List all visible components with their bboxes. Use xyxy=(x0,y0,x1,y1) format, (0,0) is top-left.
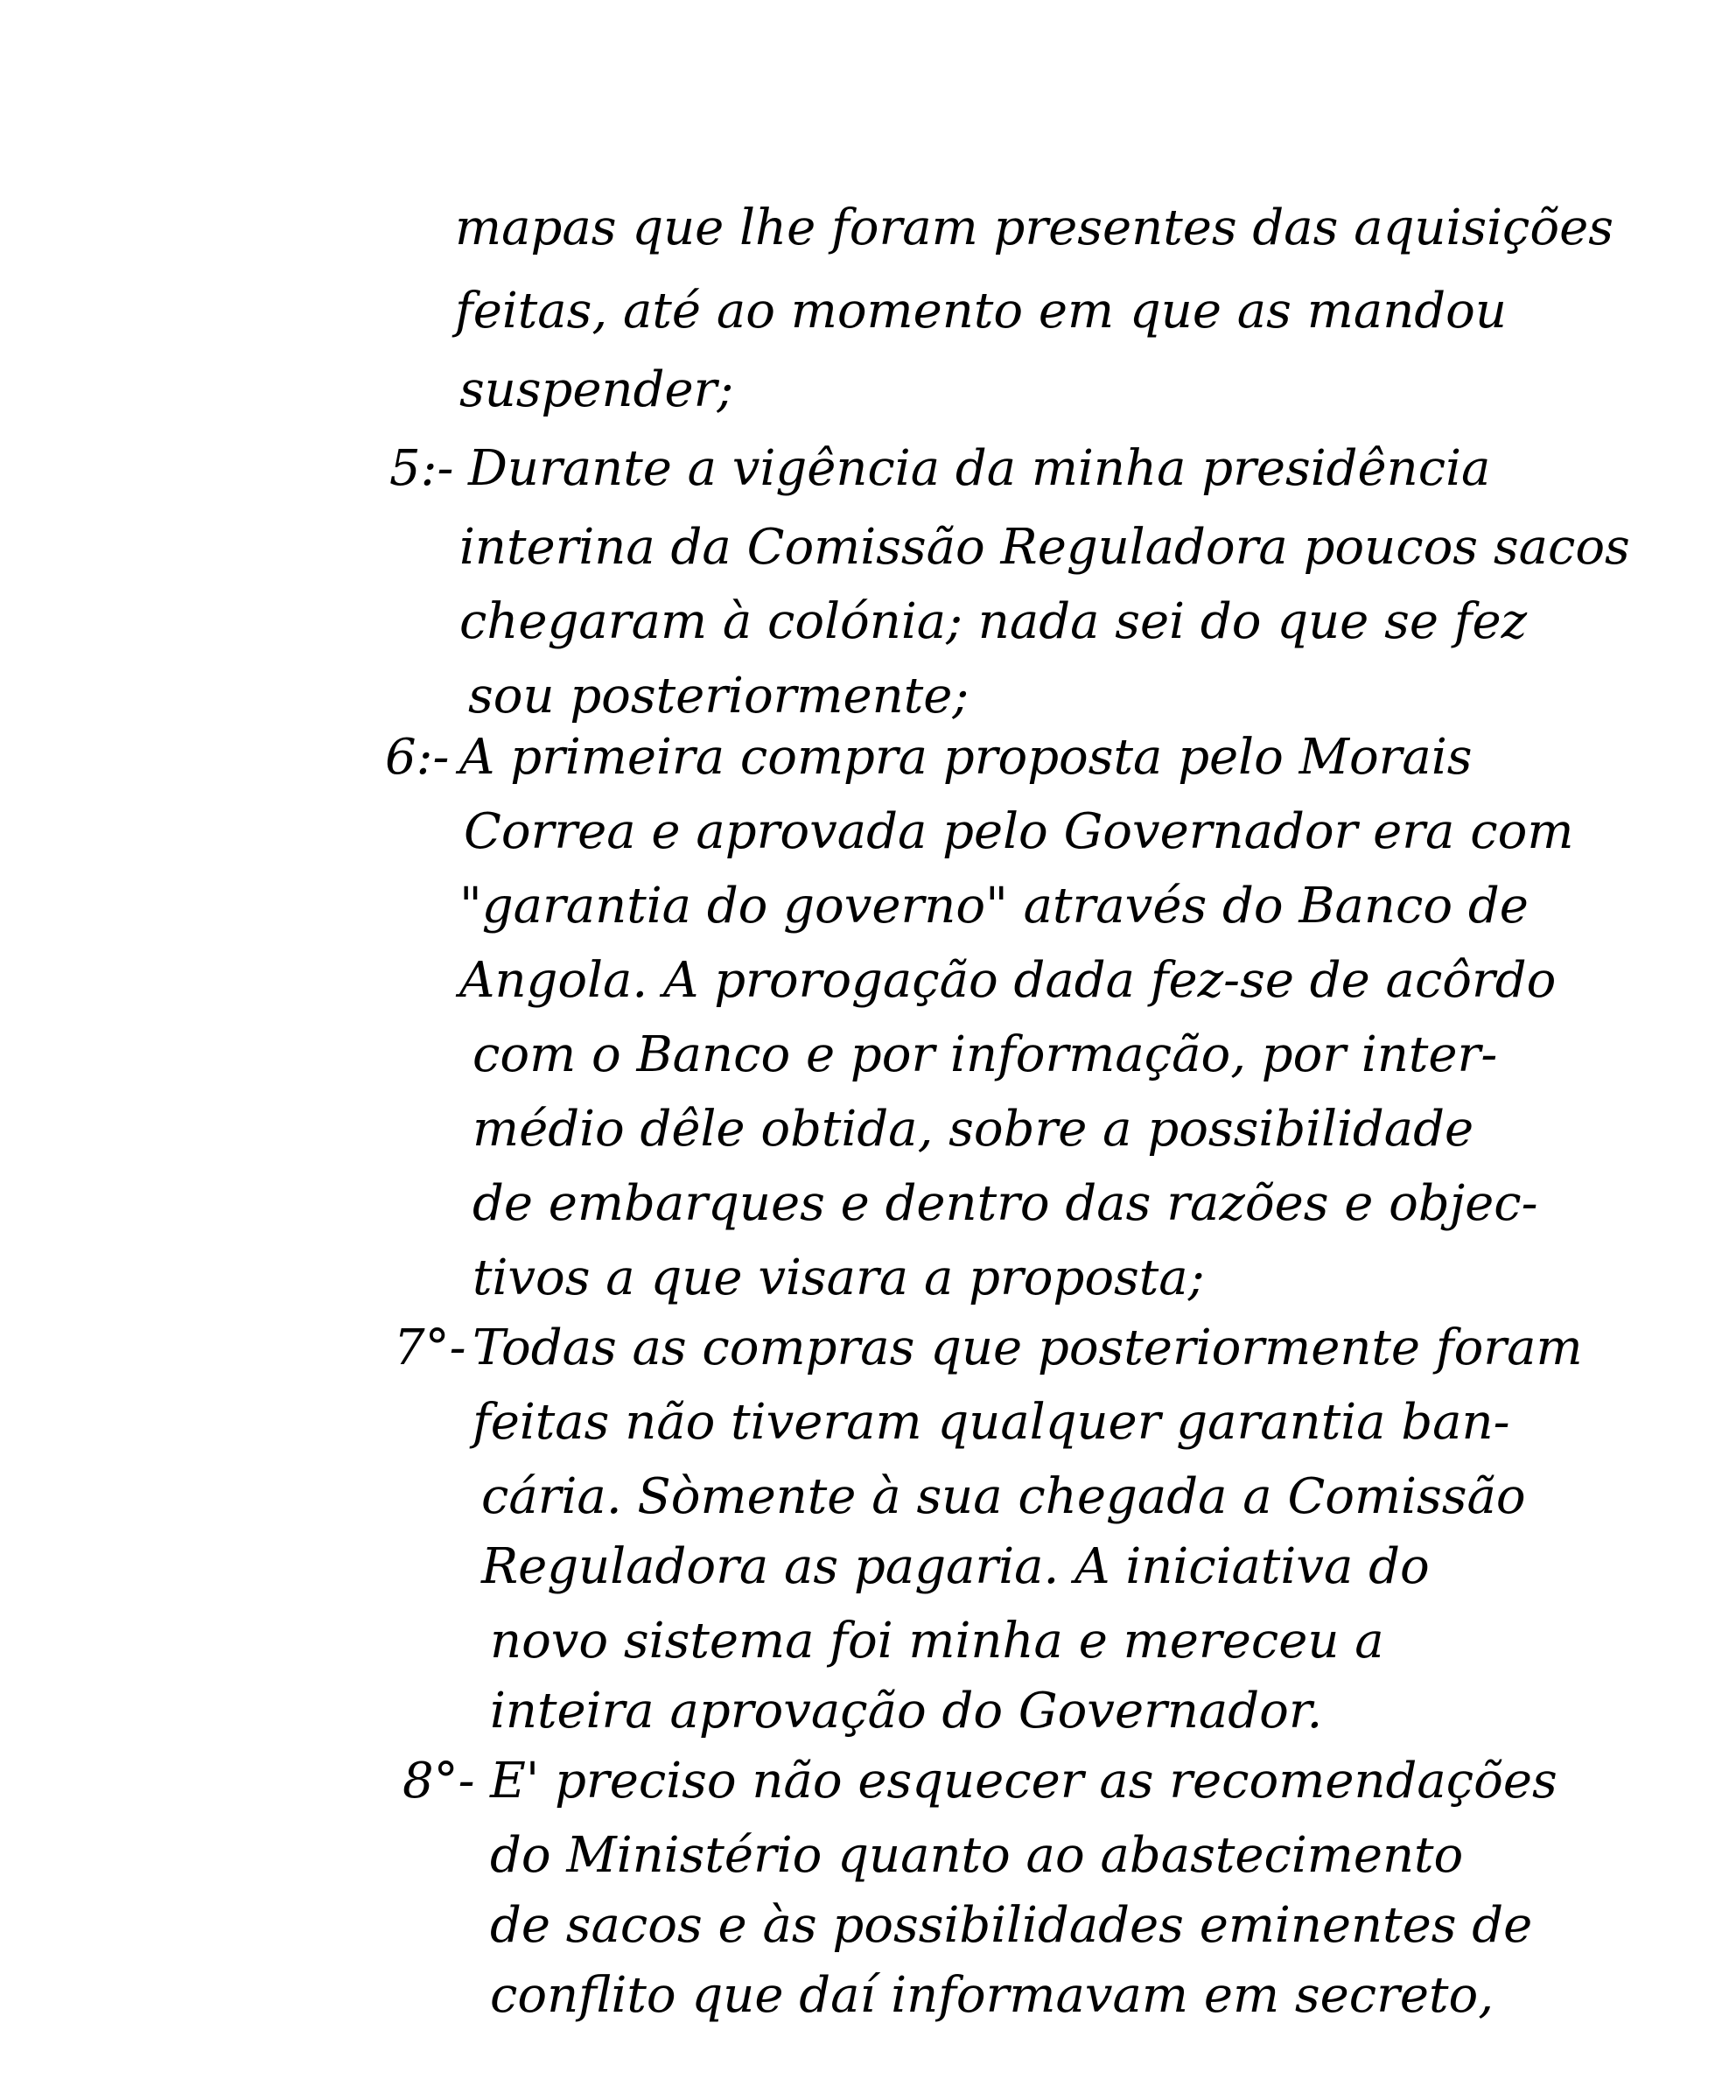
text-line-3: suspender; xyxy=(459,361,734,418)
item-marker-6: 6:- xyxy=(385,729,450,786)
text-line-19: Reguladora as pagaria. A iniciativa do xyxy=(481,1538,1430,1595)
text-line-15: tivos a que visara a proposta; xyxy=(472,1250,1205,1306)
text-line-1: mapas que lhe foram presentes das aquisições xyxy=(455,200,1614,256)
text-line-5: interina da Comissão Reguladora poucos sacos xyxy=(459,519,1630,576)
text-line-14: de embarques e dentro das razões e objec- xyxy=(472,1175,1538,1232)
text-line-13: médio dêle obtida, sobre a possibilidade xyxy=(472,1101,1474,1158)
item-marker-7: 7°- xyxy=(394,1320,466,1376)
text-line-10: "garantia do governo" através do Banco de xyxy=(459,878,1529,934)
text-line-21: inteira aprovação do Governador. xyxy=(490,1683,1323,1740)
item-marker-5: 5:- xyxy=(389,440,454,497)
text-line-7: sou posteriormente; xyxy=(468,668,970,724)
text-line-8: A primeira compra proposta pelo Morais xyxy=(459,729,1473,786)
text-line-24: de sacos e às possibilidades eminentes de xyxy=(490,1897,1533,1954)
text-line-12: com o Banco e por informação, por inter- xyxy=(472,1026,1498,1083)
text-line-22: E' preciso não esquecer as recomendações xyxy=(490,1753,1558,1810)
text-line-9: Correa e aprovada pelo Governador era com xyxy=(464,803,1574,860)
text-line-18: cária. Sòmente à sua chegada a Comissão xyxy=(481,1468,1526,1525)
text-line-25: conflito que daí informavam em secreto, xyxy=(490,1967,1494,2024)
text-line-16: Todas as compras que posteriormente foram xyxy=(472,1320,1583,1376)
text-line-6: chegaram à colónia; nada sei do que se fez xyxy=(459,593,1528,650)
text-line-2: feitas, até ao momento em que as mandou xyxy=(455,283,1507,340)
text-line-11: Angola. A prorogação dada fez-se de acôrdo xyxy=(459,952,1557,1009)
text-line-17: feitas não tiveram qualquer garantia ban- xyxy=(472,1394,1510,1451)
text-line-4: Durante a vigência da minha presidência xyxy=(468,440,1491,497)
item-marker-8: 8°- xyxy=(402,1753,475,1810)
text-line-23: do Ministério quanto ao abastecimento xyxy=(490,1827,1464,1884)
text-line-20: novo sistema foi minha e mereceu a xyxy=(490,1613,1384,1670)
